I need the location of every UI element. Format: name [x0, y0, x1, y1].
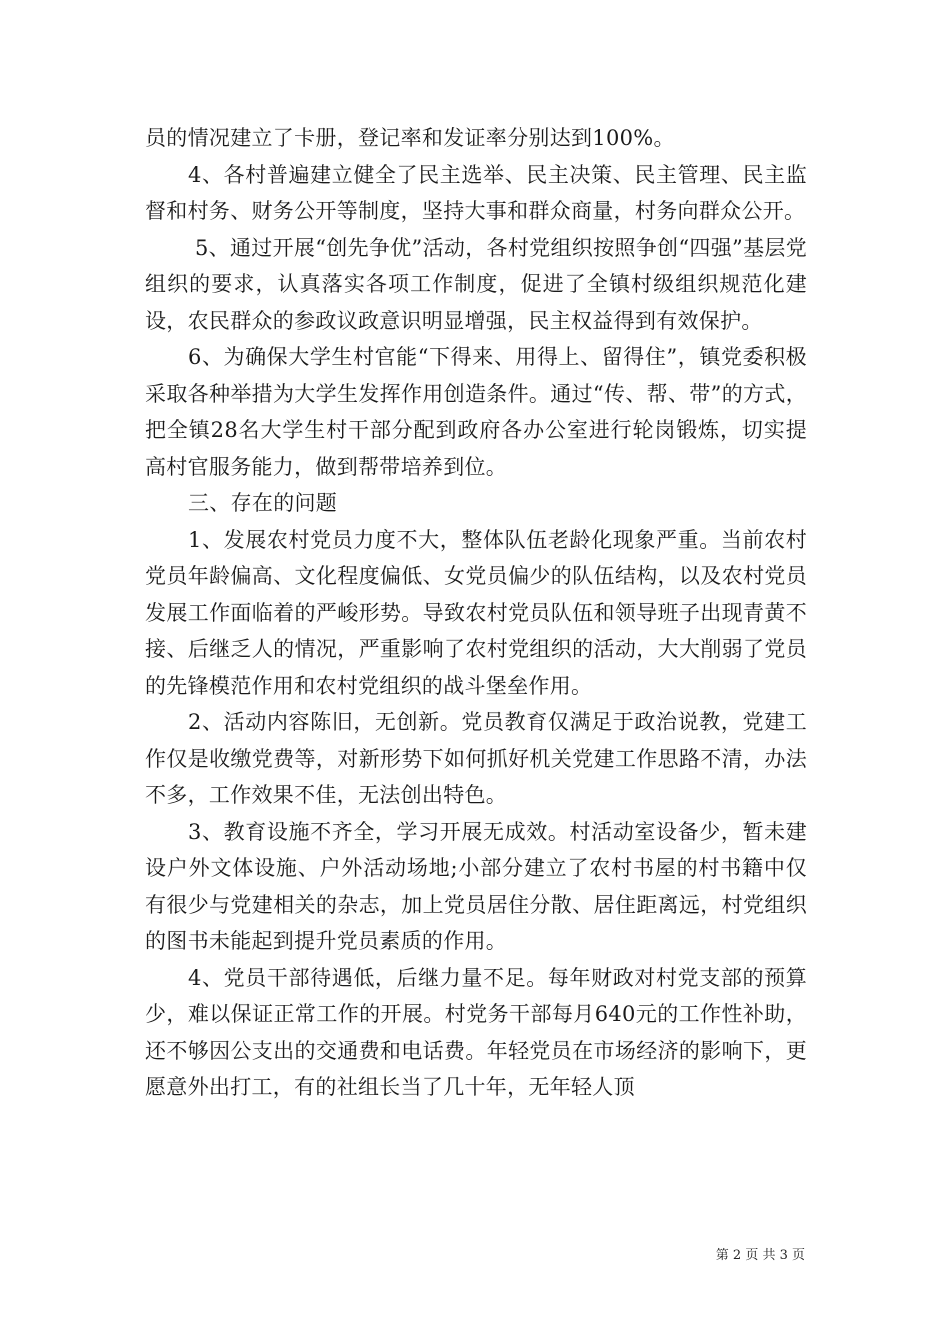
- problem-item-3: 3、教育设施不齐全，学习开展无成效。村活动室设备少，暂未建设户外文体设施、户外活动场地;小部分建立了农村书屋的村书籍中仅有很少与党建相关的杂志，加上党员居住分散、居住距离远，村党组织的图书未能起到提升党员素质的作用。: [145, 819, 807, 953]
- paragraph-continuation: 员的情况建立了卡册，登记率和发证率分别达到100%。: [145, 126, 675, 150]
- section-heading-problems: 三、存在的问题: [188, 491, 338, 515]
- problem-item-4: 4、党员干部待遇低，后继力量不足。每年财政对村党支部的预算少，难以保证正常工作的开展。村党务干部每月640元的工作性补助，还不够因公支出的交通费和电话费。年轻党员在市场经济的影响下，更愿意外出打工，有的社组长当了几十年，无年轻人顶: [145, 965, 807, 1099]
- page-number-footer: 第 2 页 共 3 页: [715, 1248, 805, 1263]
- problem-item-2: 2、活动内容陈旧，无创新。党员教育仅满足于政治说教，党建工作仅是收缴党费等，对新形势下如何抓好机关党建工作思路不清，办法不多，工作效果不佳，无法创出特色。: [145, 710, 807, 807]
- paragraph-item-5: 5、通过开展“创先争优”活动，各村党组织按照争创“四强”基层党组织的要求，认真落实各项工作制度，促进了全镇村级组织规范化建设，农民群众的参政议政意识明显增强，民主权益得到有效保护。: [145, 235, 807, 333]
- paragraph-item-6: 6、为确保大学生村官能“下得来、用得上、留得住”，镇党委积极采取各种举措为大学生发挥作用创造条件。通过“传、帮、带”的方式，把全镇28名大学生村干部分配到政府各办公室进行轮岗锻炼，切实提高村官服务能力，做到帮带培养到位。: [145, 345, 807, 479]
- document-body: [145, 120, 807, 1106]
- problem-item-1: 1、发展农村党员力度不大，整体队伍老龄化现象严重。当前农村党员年龄偏高、文化程度偏低、女党员偏少的队伍结构，以及农村党员发展工作面临着的严峻形势。导致农村党员队伍和领导班子出现青黄不接、后继乏人的情况，严重影响了农村党组织的活动，大大削弱了党员的先锋模范作用和农村党组织的战斗堡垒作用。: [145, 527, 807, 698]
- paragraph-item-4: 4、各村普遍建立健全了民主选举、民主决策、民主管理、民主监督和村务、财务公开等制度，坚持大事和群众商量，村务向群众公开。: [145, 162, 807, 223]
